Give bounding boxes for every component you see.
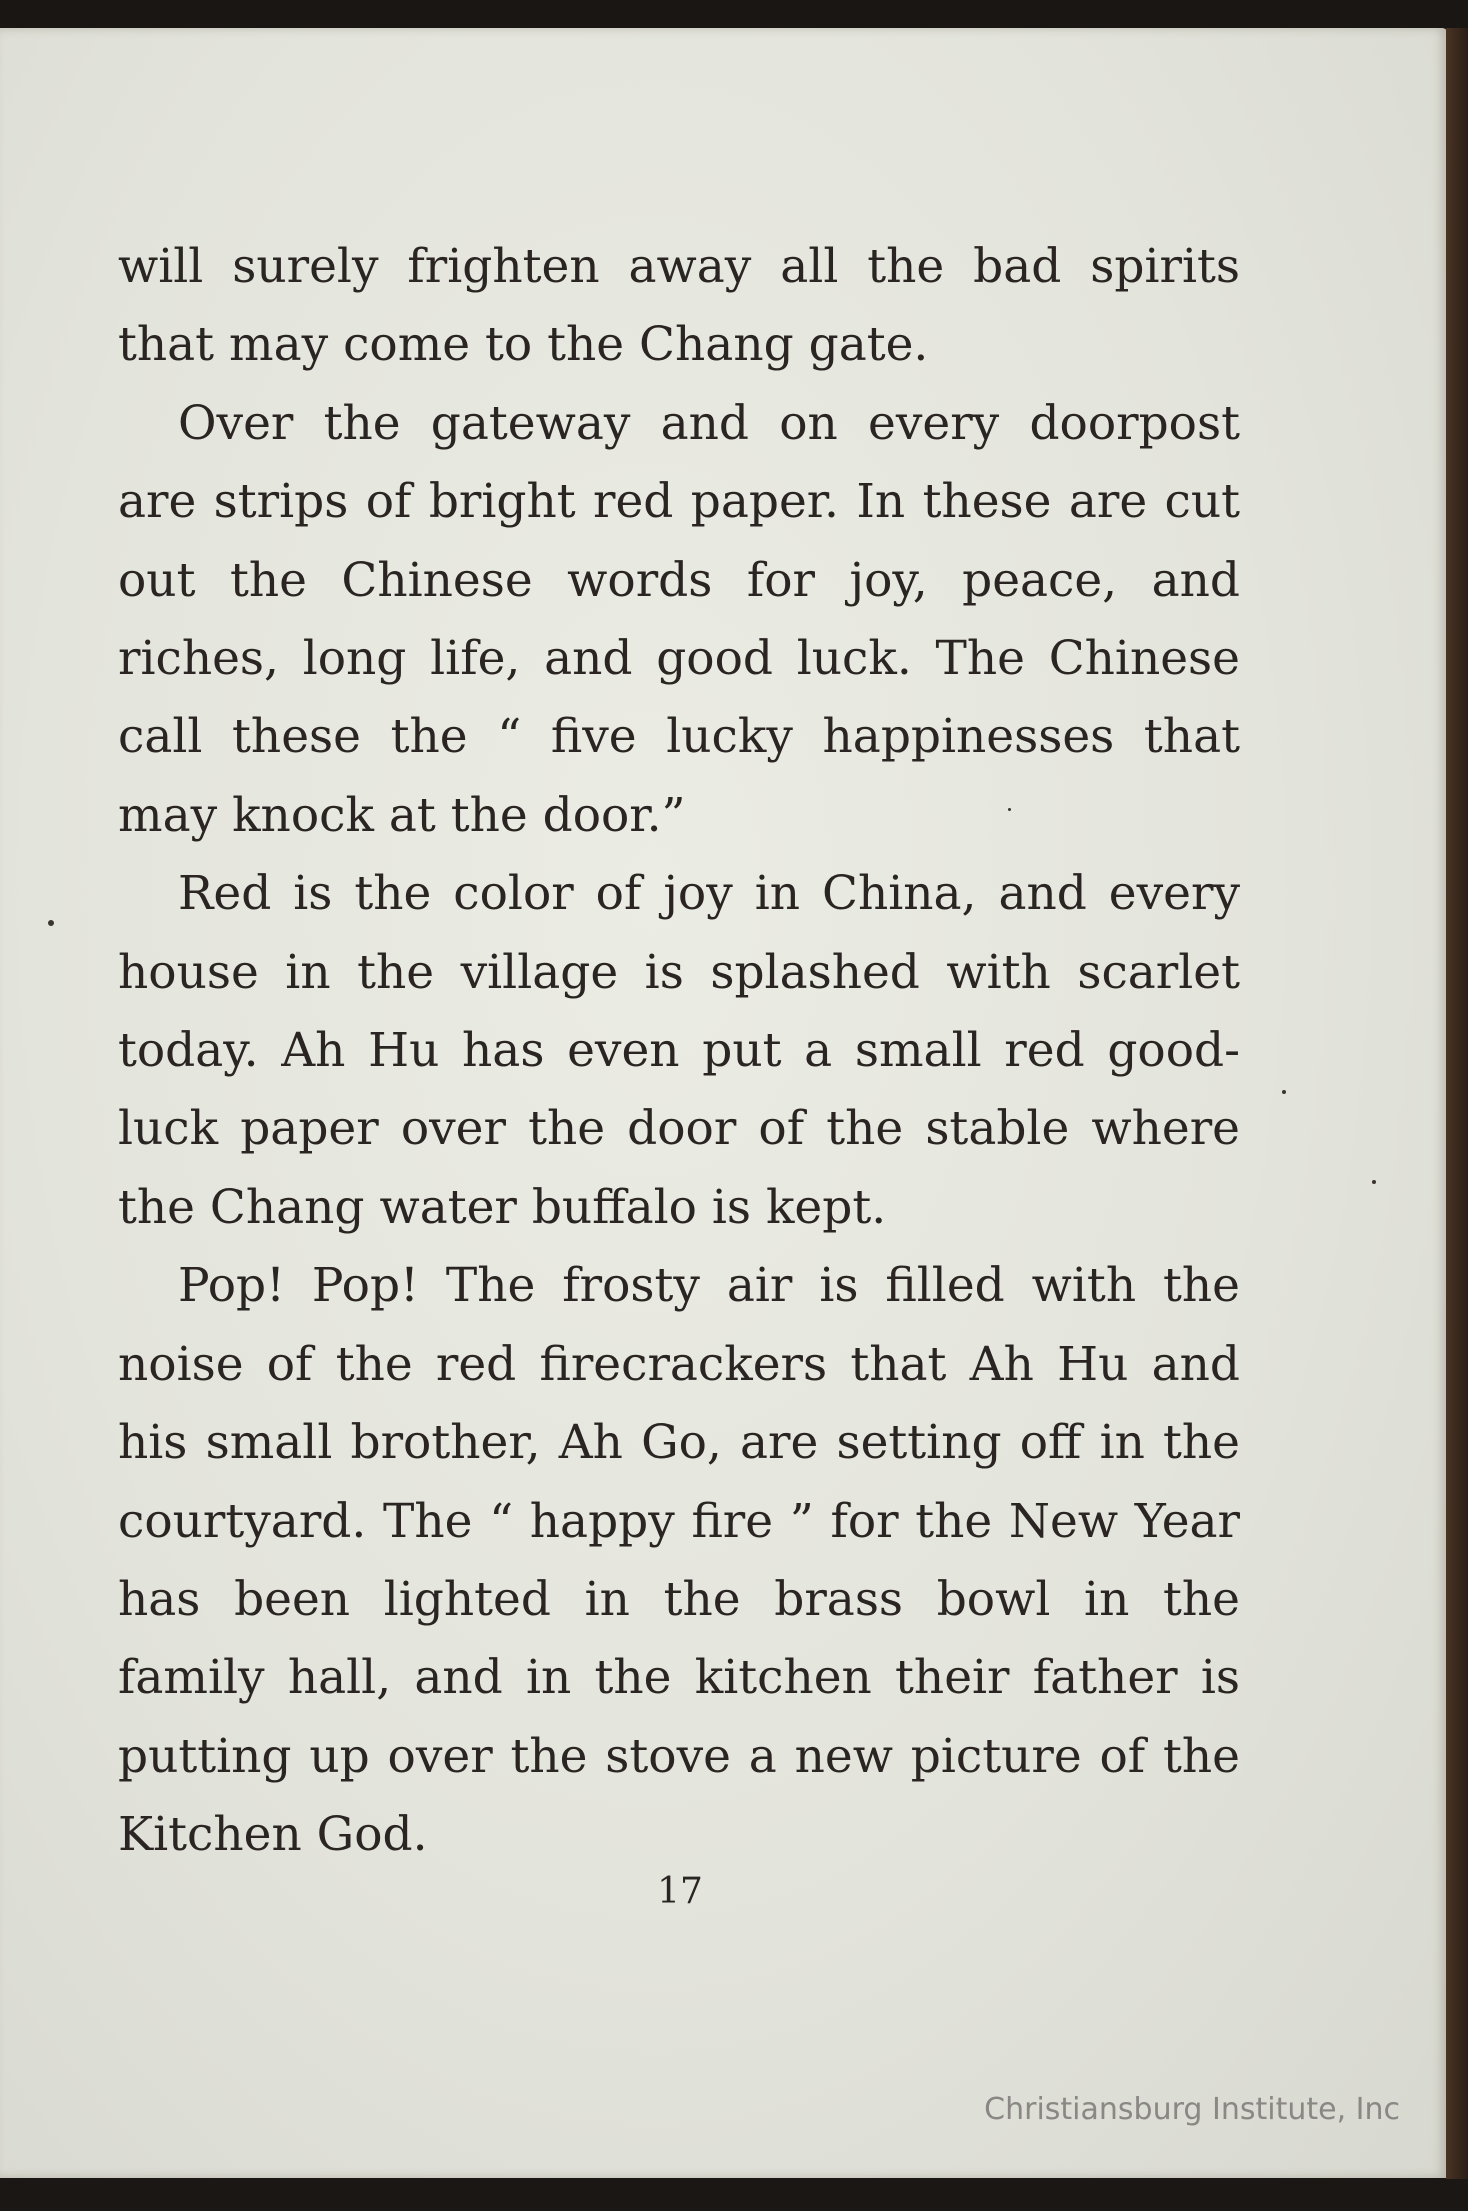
paragraph: will surely frighten away all the bad spirits that may come to the Chang gate. bbox=[118, 239, 1240, 373]
ink-speck bbox=[48, 920, 54, 926]
book-cover-edge bbox=[1446, 28, 1468, 2188]
body-text bbox=[118, 228, 1240, 1875]
scan-bottom-border bbox=[0, 2179, 1468, 2211]
ink-speck bbox=[1282, 1090, 1286, 1094]
watermark-label: Christiansburg Institute, Inc bbox=[984, 2092, 1400, 2127]
ink-speck bbox=[1372, 1180, 1376, 1184]
paragraph: Over the gateway and on every doorpost are strips of bright red paper. In these are cut out the Chinese words for joy, peace, and riches, long life, and good luck. The Chinese call these the “ five lucky happinesses that may knock at the door.” bbox=[118, 395, 1240, 843]
book-page bbox=[0, 28, 1448, 2178]
paragraph: Pop! Pop! The frosty air is filled with the noise of the red firecrackers that Ah Hu and his small brother, Ah Go, are setting off in the courtyard. The “ happy fire ” for the New Year has been lighted in the brass bowl in the family hall, and in the kitchen their father is putting up over the stove a new picture of the Kitchen God. bbox=[118, 1258, 1240, 1863]
page-number: 17 bbox=[657, 1871, 703, 1912]
paragraph: Red is the color of joy in China, and every house in the village is splashed with scarlet today. Ah Hu has even put a small red good-luck paper over the door of the stable where the Chang water buffalo is kept. bbox=[118, 866, 1240, 1235]
